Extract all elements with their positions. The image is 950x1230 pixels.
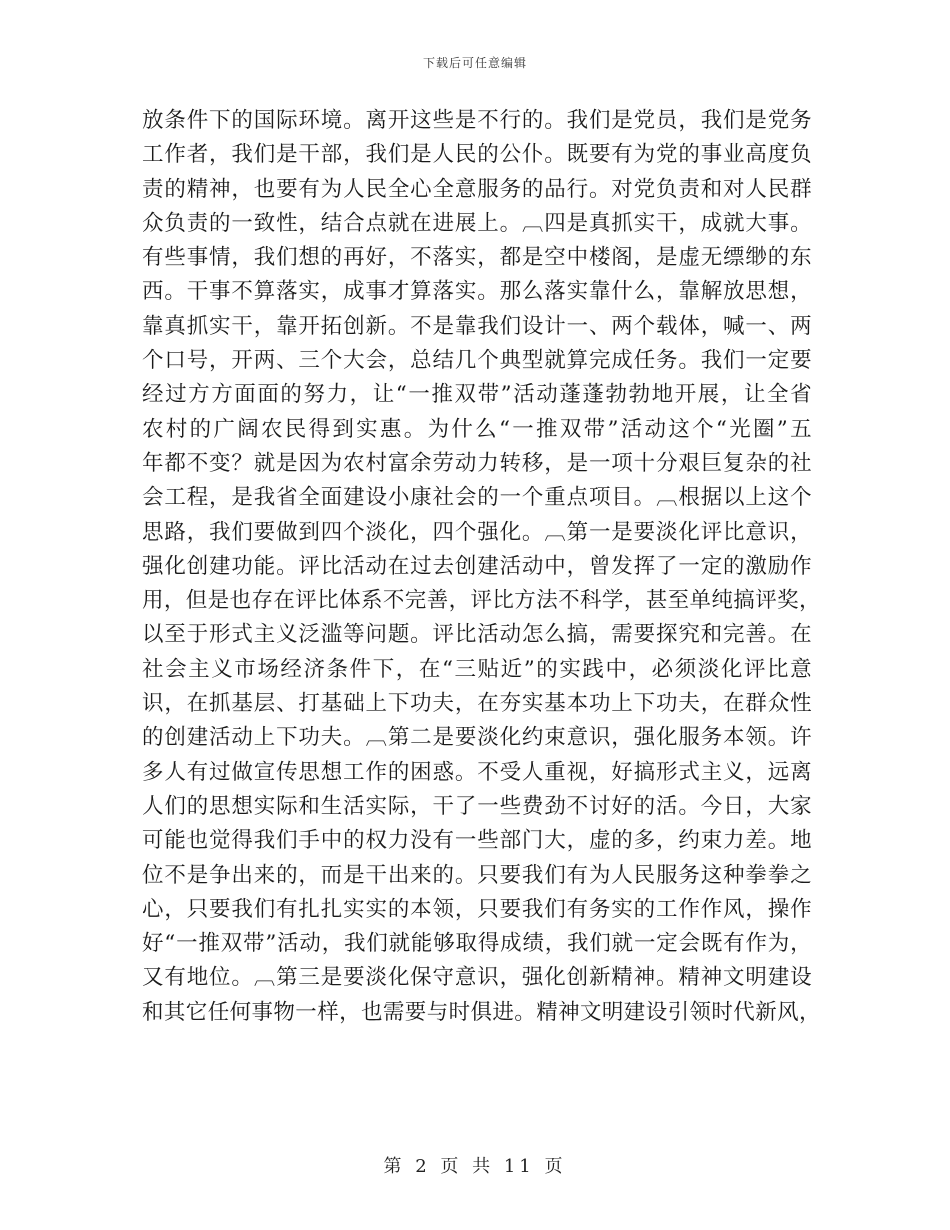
body-line: 和其它任何事物一样，也需要与时俱进。精神文明建设引领时代新风， [142,999,821,1025]
body-line: 好“一推双带”活动，我们就能够取得成绩，我们就一定会既有作为， [142,931,812,957]
body-line: 思路，我们要做到四个淡化，四个强化。︹第一是要淡化评比意识， [142,519,812,545]
document-body [142,104,821,1030]
body-line: 用，但是也存在评比体系不完善，评比方法不科学，甚至单纯搞评奖， [142,588,821,614]
body-line: 以至于形式主义泛滥等问题。评比活动怎么搞，需要探究和完善。在 [142,622,812,648]
body-line: 经过方方面面的努力，让“一推双带”活动蓬蓬勃勃地开展，让全省 [142,382,812,408]
body-line: 可能也觉得我们手中的权力没有一些部门大，虚的多，约束力差。地 [142,828,812,854]
body-line: 会工程，是我省全面建设小康社会的一个重点项目。︹根据以上这个 [142,485,812,511]
body-line: 社会主义市场经济条件下，在“三贴近”的实践中，必须淡化评比意 [142,656,812,682]
body-line: 又有地位。︹第三是要淡化保守意识，强化创新精神。精神文明建设 [142,965,812,991]
page-number-footer: 第 2 页 共 11 页 [383,1156,567,1177]
body-line: 位不是争出来的，而是干出来的。只要我们有为人民服务这种拳拳之 [142,862,812,888]
body-line: 的创建活动上下功夫。︹第二是要淡化约束意识，强化服务本领。许 [142,725,812,751]
body-line: 多人有过做宣传思想工作的困惑。不受人重视，好搞形式主义，远离 [142,759,812,785]
body-line: 年都不变？就是因为农村富余劳动力转移，是一项十分艰巨复杂的社 [142,450,812,476]
body-line: 西。干事不算落实，成事才算落实。那么落实靠什么，靠解放思想， [142,279,812,305]
body-line: 人们的思想实际和生活实际，干了一些费劲不讨好的活。今日，大家 [142,793,812,819]
page-header: 下载后可任意编辑 [422,56,527,70]
body-line: 工作者，我们是干部，我们是人民的公仆。既要有为党的事业高度负 [142,142,812,168]
body-line: 众负责的一致性，结合点就在进展上。︹四是真抓实干，成就大事。 [142,210,812,236]
body-line: 心，只要我们有扎扎实实的本领，只要我们有务实的工作作风，操作 [142,896,812,922]
body-line: 放条件下的国际环境。离开这些是不行的。我们是党员，我们是党务 [142,108,812,133]
body-line: 有些事情，我们想的再好，不落实，都是空中楼阁，是虚无缥缈的东 [142,245,812,271]
body-line: 责的精神，也要有为人民全心全意服务的品行。对党负责和对人民群 [142,176,812,202]
body-line: 农村的广阔农民得到实惠。为什么“一推双带”活动这个“光圈”五 [142,416,812,442]
body-line: 强化创建功能。评比活动在过去创建活动中，曾发挥了一定的激励作 [142,553,812,579]
body-line: 个口号，开两、三个大会，总结几个典型就算完成任务。我们一定要 [142,348,812,374]
body-line: 识，在抓基层、打基础上下功夫，在夯实基本功上下功夫，在群众性 [142,691,812,717]
body-line: 靠真抓实干，靠开拓创新。不是靠我们设计一、两个载体，喊一、两 [142,313,812,339]
